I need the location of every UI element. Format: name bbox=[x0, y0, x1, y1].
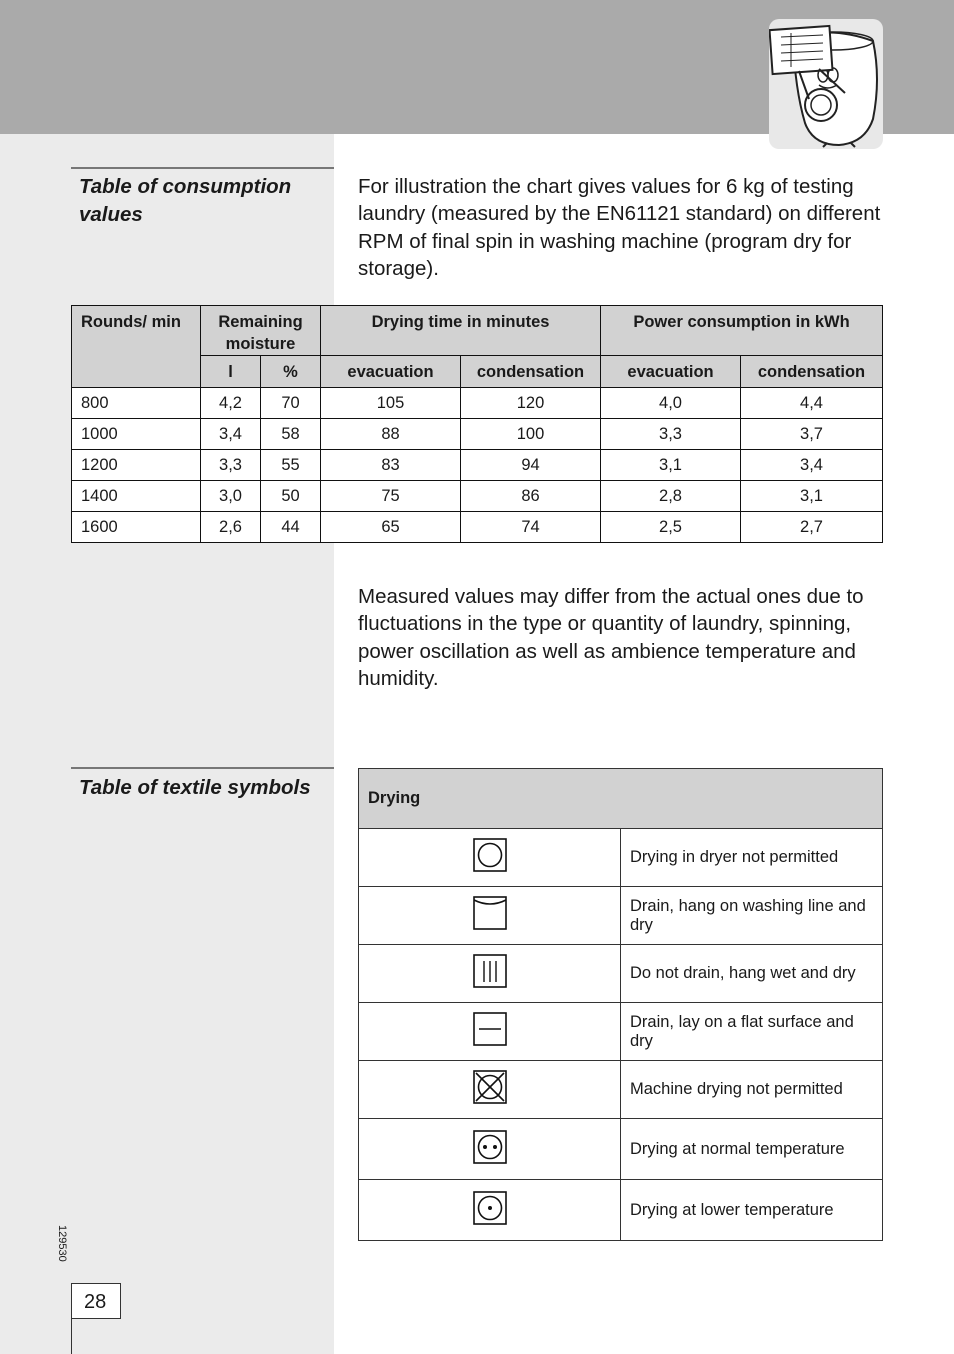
flat-dry-icon bbox=[473, 1012, 507, 1046]
table-row bbox=[359, 1180, 883, 1241]
table-cell: 1000 bbox=[72, 419, 201, 450]
textile-heading: Table of textile symbols bbox=[79, 776, 311, 799]
drip-dry-icon bbox=[473, 954, 507, 988]
measurement-note: Measured values may differ from the actual ones due to fluctuations in the type or quantity of laundry, spinning, power oscillation as well as ambience temperature and humidity. bbox=[358, 585, 864, 690]
table-cell: 800 bbox=[72, 388, 201, 419]
section-rule bbox=[71, 767, 334, 769]
tumble-dry-low-icon bbox=[473, 1191, 507, 1225]
table-cell: 2,5 bbox=[601, 512, 741, 543]
table-cell: 1200 bbox=[72, 450, 201, 481]
table-cell: 3,4 bbox=[201, 419, 261, 450]
table-cell: 58 bbox=[261, 419, 321, 450]
table-cell: 100 bbox=[461, 419, 601, 450]
table-cell: 86 bbox=[461, 481, 601, 512]
header-drying-time: Drying time in minutes bbox=[321, 306, 601, 356]
table-cell: 4,2 bbox=[201, 388, 261, 419]
hang-line-icon bbox=[473, 896, 507, 930]
table-row bbox=[359, 1003, 883, 1061]
tumble-dry-normal-icon bbox=[473, 1130, 507, 1164]
page-number-rule bbox=[71, 1319, 72, 1354]
table-cell: 4,0 bbox=[601, 388, 741, 419]
table-cell: 3,7 bbox=[741, 419, 883, 450]
table-row bbox=[359, 945, 883, 1003]
symbol-label: Drying at lower temperature bbox=[621, 1180, 883, 1241]
drying-header: Drying bbox=[359, 769, 883, 829]
table-cell: 65 bbox=[321, 512, 461, 543]
table-cell: 2,6 bbox=[201, 512, 261, 543]
table-cell: 75 bbox=[321, 481, 461, 512]
symbol-label: Drying at normal temperature bbox=[621, 1119, 883, 1180]
table-cell: 3,3 bbox=[201, 450, 261, 481]
table-cell: 74 bbox=[461, 512, 601, 543]
symbol-label: Machine drying not permitted bbox=[621, 1061, 883, 1119]
table-row bbox=[72, 481, 883, 512]
header-condensation: condensation bbox=[461, 356, 601, 388]
header-evacuation: evacuation bbox=[321, 356, 461, 388]
document-number: 129530 bbox=[56, 1225, 68, 1262]
consumption-table bbox=[71, 305, 883, 543]
header-l: l bbox=[201, 356, 261, 388]
no-tumble-dry-icon bbox=[473, 1070, 507, 1104]
header-rounds: Rounds/ min bbox=[72, 306, 201, 388]
table-cell: 94 bbox=[461, 450, 601, 481]
table-cell: 2,8 bbox=[601, 481, 741, 512]
header-condensation: condensation bbox=[741, 356, 883, 388]
table-cell: 105 bbox=[321, 388, 461, 419]
table-cell: 3,0 bbox=[201, 481, 261, 512]
textile-symbols-table bbox=[358, 768, 883, 1241]
header-percent: % bbox=[261, 356, 321, 388]
table-row bbox=[72, 450, 883, 481]
table-cell: 4,4 bbox=[741, 388, 883, 419]
consumption-intro: For illustration the chart gives values for 6 kg of testing laundry (measured by the EN61121 standard) on different RPM of final spin in washing machine (program dry for storage). bbox=[358, 175, 881, 280]
consumption-heading: Table of consumption values bbox=[79, 175, 292, 226]
table-cell: 2,7 bbox=[741, 512, 883, 543]
table-cell: 83 bbox=[321, 450, 461, 481]
table-cell: 3,1 bbox=[741, 481, 883, 512]
header-power: Power consumption in kWh bbox=[601, 306, 883, 356]
circle-in-square-icon bbox=[473, 838, 507, 872]
section-rule bbox=[71, 167, 334, 169]
table-cell: 1400 bbox=[72, 481, 201, 512]
table-cell: 120 bbox=[461, 388, 601, 419]
table-row bbox=[359, 887, 883, 945]
symbol-label: Drying in dryer not permitted bbox=[621, 829, 883, 887]
table-row bbox=[359, 1061, 883, 1119]
table-cell: 88 bbox=[321, 419, 461, 450]
mascot-illustration bbox=[769, 19, 883, 149]
table-cell: 3,3 bbox=[601, 419, 741, 450]
table-cell: 70 bbox=[261, 388, 321, 419]
page-number: 28 bbox=[71, 1283, 121, 1319]
table-cell: 3,1 bbox=[601, 450, 741, 481]
table-row bbox=[72, 388, 883, 419]
table-cell: 44 bbox=[261, 512, 321, 543]
symbol-label: Do not drain, hang wet and dry bbox=[621, 945, 883, 1003]
table-row bbox=[359, 829, 883, 887]
header-moisture: Remaining moisture bbox=[201, 306, 321, 356]
table-cell: 50 bbox=[261, 481, 321, 512]
symbol-label: Drain, hang on washing line and dry bbox=[621, 887, 883, 945]
symbol-label: Drain, lay on a flat surface and dry bbox=[621, 1003, 883, 1061]
header-evacuation: evacuation bbox=[601, 356, 741, 388]
table-row bbox=[359, 1119, 883, 1180]
table-cell: 3,4 bbox=[741, 450, 883, 481]
table-cell: 1600 bbox=[72, 512, 201, 543]
table-row bbox=[72, 419, 883, 450]
table-cell: 55 bbox=[261, 450, 321, 481]
table-row bbox=[72, 512, 883, 543]
